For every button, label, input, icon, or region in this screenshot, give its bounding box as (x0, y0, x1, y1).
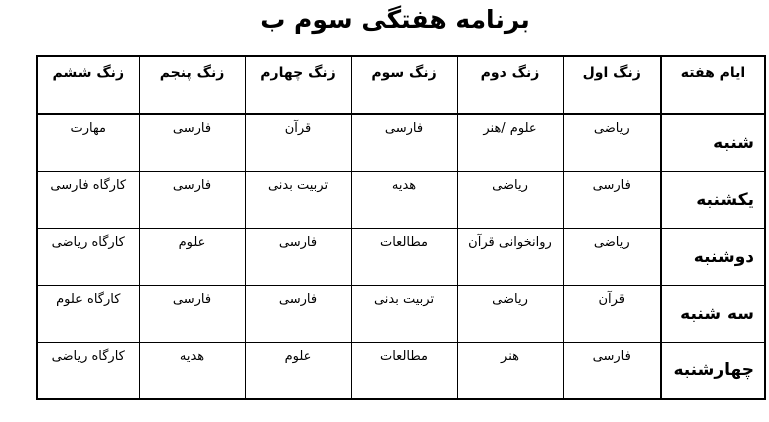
period-cell: فارسی (139, 171, 245, 228)
period-cell: فارسی (245, 285, 351, 342)
period-cell: علوم (139, 228, 245, 285)
period-cell: فارسی (139, 285, 245, 342)
period-cell: هدیه (139, 342, 245, 399)
day-cell: دوشنبه (661, 228, 765, 285)
header-period-4: زنگ چهارم (245, 56, 351, 114)
period-cell: ریاضی (563, 228, 661, 285)
header-period-1: زنگ اول (563, 56, 661, 114)
header-period-6: زنگ ششم (37, 56, 139, 114)
period-cell: فارسی (245, 228, 351, 285)
period-cell: مهارت (37, 114, 139, 171)
period-cell: فارسی (139, 114, 245, 171)
period-cell: هدیه (351, 171, 457, 228)
period-cell: کارگاه علوم (37, 285, 139, 342)
period-cell: قرآن (563, 285, 661, 342)
weekly-schedule-table (36, 55, 766, 400)
day-cell: یکشنبه (661, 171, 765, 228)
period-cell: فارسی (563, 342, 661, 399)
period-cell: کارگاه فارسی (37, 171, 139, 228)
header-period-2: زنگ دوم (457, 56, 563, 114)
table-row (37, 228, 765, 285)
period-cell: فارسی (563, 171, 661, 228)
table-row (37, 285, 765, 342)
day-cell: سه شنبه (661, 285, 765, 342)
period-cell: کارگاه ریاضی (37, 228, 139, 285)
header-period-3: زنگ سوم (351, 56, 457, 114)
period-cell: تربیت بدنی (245, 171, 351, 228)
day-cell: چهارشنبه (661, 342, 765, 399)
header-period-5: زنگ پنجم (139, 56, 245, 114)
period-cell: هنر (457, 342, 563, 399)
period-cell: ریاضی (563, 114, 661, 171)
table-row (37, 171, 765, 228)
period-cell: ریاضی (457, 171, 563, 228)
period-cell: تربیت بدنی (351, 285, 457, 342)
header-row (37, 56, 765, 114)
period-cell: مطالعات (351, 342, 457, 399)
period-cell: علوم /هنر (457, 114, 563, 171)
period-cell: قرآن (245, 114, 351, 171)
period-cell: ریاضی (457, 285, 563, 342)
period-cell: مطالعات (351, 228, 457, 285)
day-cell: شنبه (661, 114, 765, 171)
table-row (37, 342, 765, 399)
page-title: برنامه هفتگی سوم ب (260, 5, 530, 34)
period-cell: کارگاه ریاضی (37, 342, 139, 399)
period-cell: علوم (245, 342, 351, 399)
period-cell: فارسی (351, 114, 457, 171)
header-days: ایام هفته (661, 56, 765, 114)
table-row (37, 114, 765, 171)
period-cell: روانخوانی قرآن (457, 228, 563, 285)
